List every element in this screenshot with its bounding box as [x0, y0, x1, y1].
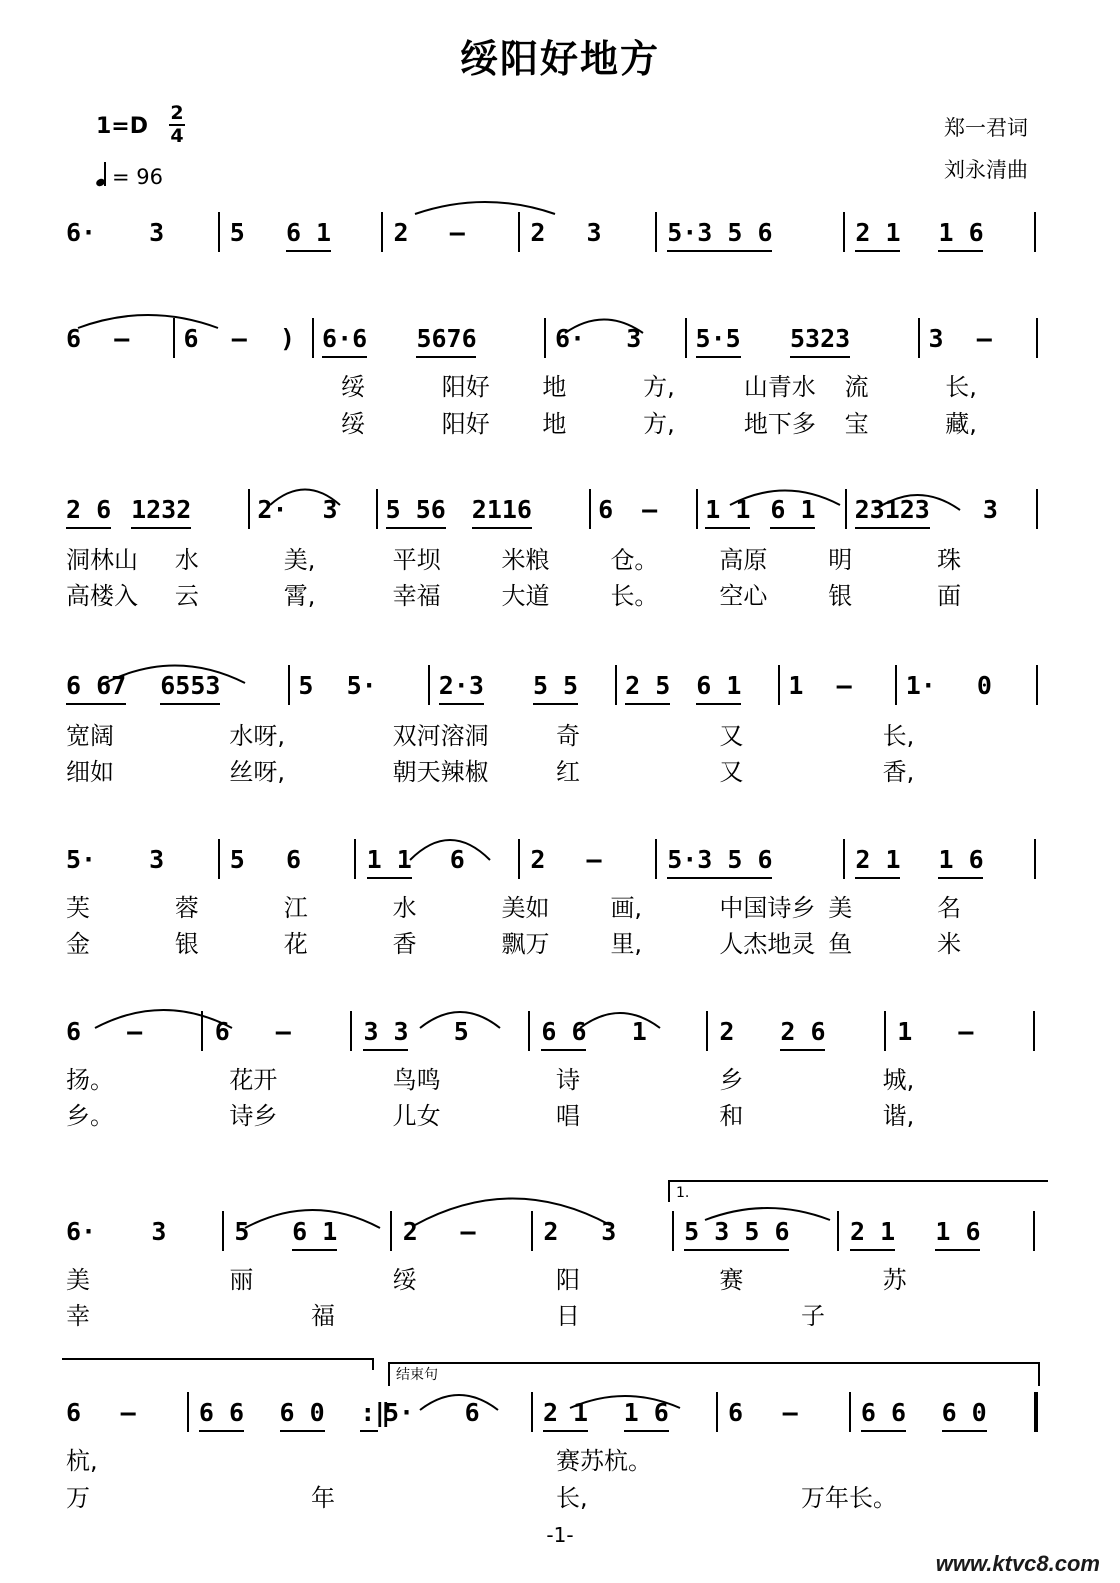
- lyric-word: 香: [392, 930, 417, 958]
- lyric-word: 人杰地灵: [719, 930, 816, 958]
- note-group: 5·5: [695, 324, 741, 353]
- lyric-word: 子: [801, 1302, 825, 1330]
- note-group: ): [280, 324, 296, 353]
- note-group: 6: [66, 1398, 82, 1427]
- page-number: -1-: [546, 1523, 574, 1547]
- slur-arc: [580, 1013, 660, 1028]
- lyric-word: 万年长。: [801, 1484, 897, 1512]
- note-group: 6: [598, 495, 614, 524]
- note-group: 2 1: [855, 218, 901, 247]
- repeat-barline: :‖: [360, 1398, 391, 1427]
- note-group: –: [586, 845, 602, 874]
- note-group: –: [976, 324, 992, 353]
- note-group: 3: [322, 495, 338, 524]
- note-group: –: [460, 1217, 476, 1246]
- time-signature-top: 2: [170, 102, 184, 124]
- note-group: –: [958, 1017, 974, 1046]
- lyric-word: 绥: [392, 1266, 417, 1294]
- lyric-word: 细如: [66, 758, 114, 786]
- lyric-word: 儿女: [392, 1102, 441, 1130]
- note-group: 6: [66, 324, 82, 353]
- composer-credit: 刘永清曲: [944, 158, 1028, 182]
- lyricist-credit: 郑一君词: [944, 116, 1028, 140]
- lyric-word: 空心: [719, 582, 768, 610]
- slur-arc: [245, 1210, 380, 1228]
- note-group: 5: [234, 1217, 250, 1246]
- slur-arc: [565, 320, 643, 334]
- lyric-word: 美如: [501, 894, 550, 922]
- note-group: –: [275, 1017, 291, 1046]
- note-group: –: [120, 1398, 136, 1427]
- lyric-word: 和: [719, 1102, 744, 1130]
- note-group: 6 1: [770, 495, 816, 524]
- note-group: 5·: [383, 1398, 415, 1427]
- note-group: 2·3: [438, 671, 484, 700]
- note-group: 5 56: [385, 495, 446, 524]
- lyric-word: 蓉: [174, 894, 199, 922]
- lyric-word: 阳: [556, 1266, 580, 1294]
- slur-arc: [730, 491, 840, 506]
- lyric-word: 芙: [66, 894, 90, 922]
- note-group: 2: [543, 1217, 559, 1246]
- note-group: 3: [928, 324, 944, 353]
- note-group: 6 6: [860, 1398, 907, 1427]
- note-group: 2: [530, 218, 546, 247]
- note-group: 3: [601, 1217, 617, 1246]
- lyric-word: 鱼: [828, 930, 853, 958]
- note-group: 1: [788, 671, 804, 700]
- note-group: 3: [149, 845, 165, 874]
- note-group: 3: [586, 218, 602, 247]
- lyric-word: 面: [937, 582, 962, 610]
- note-group: 3: [982, 495, 998, 524]
- note-group: 6·: [66, 218, 97, 247]
- note-group: 2: [402, 1217, 418, 1246]
- note-group: 3: [626, 324, 642, 353]
- watermark: www.ktvc8.com: [935, 1551, 1100, 1576]
- lyric-word: 花: [283, 930, 308, 958]
- lyric-word: 长,: [556, 1484, 588, 1512]
- note-group: 1 6: [623, 1398, 669, 1427]
- lyric-word: 宽阔: [66, 722, 114, 750]
- note-group: 2 1: [855, 845, 901, 874]
- note-group: 6553: [160, 671, 221, 700]
- lyric-word: 唱: [556, 1102, 580, 1130]
- note-group: 1 1: [705, 495, 751, 524]
- slur-arc: [78, 315, 218, 328]
- note-group: 6 0: [941, 1398, 987, 1427]
- note-group: –: [231, 324, 247, 353]
- lyric-word: 万: [66, 1484, 90, 1512]
- note-group: 1: [631, 1017, 647, 1046]
- tempo-value: = 96: [112, 165, 163, 189]
- note-group: 5 3 5 6: [684, 1217, 790, 1246]
- note-group: 1: [897, 1017, 913, 1046]
- note-group: 6: [66, 1017, 82, 1046]
- note-group: 5676: [416, 324, 477, 353]
- ending-label: 结束句: [396, 1367, 438, 1383]
- note-group: 2: [393, 218, 409, 247]
- lyric-word: 地: [542, 373, 567, 401]
- lyric-word: 高楼入: [66, 582, 138, 610]
- lyric-word: 长,: [945, 373, 977, 401]
- slur-arc: [570, 1396, 680, 1408]
- note-group: 6·: [66, 1217, 97, 1246]
- lyric-word: 水: [174, 546, 199, 574]
- note-group: 6: [183, 324, 199, 353]
- lyric-word: 银: [828, 582, 853, 610]
- note-group: 6 1: [285, 218, 332, 247]
- note-group: 23123: [854, 495, 930, 524]
- note-group: 2 1: [542, 1398, 589, 1427]
- lyric-word: 珠: [937, 546, 962, 574]
- note-group: 6 1: [696, 671, 742, 700]
- lyric-word: 飘万: [501, 930, 550, 958]
- note-group: 6 67: [66, 671, 127, 700]
- lyric-word: 水呀,: [229, 722, 285, 750]
- note-group: 5: [298, 671, 314, 700]
- note-group: 3: [149, 218, 165, 247]
- lyric-word: 红: [556, 758, 580, 786]
- key-signature: 1=D: [96, 114, 149, 139]
- lyric-word: 又: [719, 758, 744, 786]
- lyric-word: 乡: [719, 1066, 744, 1094]
- note-group: 2 6: [66, 495, 112, 524]
- page-title: 绥阳好地方: [459, 37, 660, 81]
- note-group: –: [642, 495, 658, 524]
- slur-arc: [875, 495, 960, 510]
- volta-label: 1.: [676, 1185, 690, 1201]
- note-group: 2·: [257, 495, 288, 524]
- lyric-word: 霄,: [283, 582, 316, 610]
- note-group: –: [114, 324, 130, 353]
- note-group: 6 0: [279, 1398, 325, 1427]
- note-group: 2: [719, 1017, 735, 1046]
- lyric-word: 城,: [882, 1066, 915, 1094]
- lyric-word: 美: [828, 894, 853, 922]
- note-group: 2 6: [780, 1017, 826, 1046]
- lyric-word: 福: [311, 1302, 335, 1330]
- lyric-word: 明: [828, 546, 853, 574]
- lyric-word: 云: [174, 582, 199, 610]
- lyric-word: 乡。: [66, 1102, 114, 1130]
- slur-arc: [270, 490, 340, 506]
- lyric-word: 扬。: [66, 1066, 114, 1094]
- lyric-word: 方,: [643, 373, 675, 401]
- note-group: 5: [229, 218, 245, 247]
- lyric-word: 阳好: [441, 373, 490, 401]
- slur-arc: [705, 1208, 830, 1220]
- note-group: 1 6: [938, 845, 984, 874]
- lyric-word: 丽: [229, 1266, 254, 1294]
- lyric-word: 花开: [229, 1066, 278, 1094]
- note-group: 6: [449, 845, 465, 874]
- lyric-word: 奇: [556, 722, 580, 750]
- lyric-word: 流: [844, 373, 869, 401]
- lyric-word: 地: [542, 410, 567, 438]
- lyric-word: 幸福: [392, 582, 441, 610]
- lyric-word: 日: [556, 1302, 580, 1330]
- lyric-word: 绥: [341, 410, 365, 438]
- lyric-word: 水: [392, 894, 417, 922]
- lyric-word: 鸟鸣: [392, 1066, 441, 1094]
- note-group: 1·: [905, 671, 936, 700]
- lyric-word: 方,: [643, 410, 675, 438]
- slur-arc: [420, 1395, 498, 1410]
- note-group: 2: [530, 845, 546, 874]
- note-group: 1 6: [935, 1217, 981, 1246]
- lyric-word: 绥: [341, 373, 365, 401]
- note-group: 5: [453, 1017, 469, 1046]
- note-group: 0: [976, 671, 992, 700]
- slur-arc: [95, 1010, 232, 1028]
- time-signature-bottom: 4: [170, 125, 184, 147]
- note-group: 6·6: [322, 324, 368, 353]
- note-group: 2 5: [625, 671, 671, 700]
- lyric-word: 平坝: [392, 546, 441, 574]
- note-group: –: [782, 1398, 798, 1427]
- note-group: 6: [285, 845, 301, 874]
- lyric-word: 中国诗乡: [719, 894, 816, 922]
- note-group: –: [449, 218, 465, 247]
- note-group: 1 6: [938, 218, 984, 247]
- lyric-word: 山青水: [743, 373, 816, 401]
- lyric-word: 阳好: [441, 410, 490, 438]
- lyric-word: 高原: [719, 546, 768, 574]
- slur-arc: [410, 840, 490, 860]
- lyric-word: 谐,: [882, 1102, 915, 1130]
- note-group: 6: [464, 1398, 480, 1427]
- note-group: 5: [229, 845, 245, 874]
- lyric-word: 洞林山: [66, 546, 138, 574]
- note-group: 6·: [554, 324, 586, 353]
- lyric-word: 藏,: [945, 410, 977, 438]
- lyric-word: 赛苏杭。: [556, 1447, 652, 1475]
- note-group: 2 1: [850, 1217, 896, 1246]
- lyric-word: 苏: [882, 1266, 907, 1294]
- lyric-word: 赛: [719, 1266, 744, 1294]
- note-group: 6 1: [292, 1217, 338, 1246]
- lyric-word: 年: [311, 1484, 335, 1512]
- lyric-word: 幸: [66, 1302, 90, 1330]
- lyric-word: 名: [937, 894, 962, 922]
- lyric-word: 杭,: [66, 1447, 98, 1475]
- note-group: –: [836, 671, 852, 700]
- note-group: 5323: [789, 324, 851, 353]
- lyric-word: 朝天辣椒: [392, 758, 489, 786]
- lyric-word: 米: [937, 930, 962, 958]
- lyric-word: 诗乡: [229, 1102, 278, 1130]
- lyric-word: 香,: [882, 758, 915, 786]
- note-group: 6 6: [198, 1398, 245, 1427]
- note-group: 2116: [471, 495, 532, 524]
- note-group: 3: [151, 1217, 167, 1246]
- note-group: 1 1: [366, 845, 412, 874]
- lyric-word: 美: [66, 1266, 90, 1294]
- note-group: 1232: [131, 495, 192, 524]
- lyric-word: 里,: [610, 930, 643, 958]
- lyric-word: 仓。: [610, 546, 659, 574]
- note-group: 3 3: [363, 1017, 409, 1046]
- slur-arc: [420, 1012, 500, 1028]
- lyric-word: 丝呀,: [229, 758, 285, 786]
- note-group: 5·: [66, 845, 97, 874]
- lyric-word: 宝: [844, 410, 869, 438]
- note-group: 5·3 5 6: [667, 218, 773, 247]
- note-group: 5·: [346, 671, 377, 700]
- lyric-word: 美,: [283, 546, 316, 574]
- note-group: –: [127, 1017, 143, 1046]
- lyric-word: 大道: [501, 582, 550, 610]
- lyric-word: 双河溶洞: [392, 722, 489, 750]
- lyric-word: 米粮: [501, 546, 550, 574]
- lyric-word: 又: [719, 722, 744, 750]
- note-group: 6: [728, 1398, 744, 1427]
- lyric-word: 地下多: [743, 410, 816, 438]
- lyric-word: 长,: [882, 722, 915, 750]
- note-group: 5 5: [532, 671, 579, 700]
- lyric-word: 金: [66, 930, 90, 958]
- slur-arc: [415, 202, 555, 214]
- lyric-word: 银: [174, 930, 199, 958]
- lyric-word: 江: [283, 894, 308, 922]
- note-group: 6 6: [541, 1017, 587, 1046]
- lyric-word: 画,: [610, 894, 643, 922]
- lyric-word: 长。: [610, 582, 659, 610]
- slur-arc: [415, 1199, 610, 1226]
- note-group: 5·3 5 6: [667, 845, 773, 874]
- note-group: 6: [214, 1017, 230, 1046]
- slur-arc: [105, 666, 245, 684]
- lyric-word: 诗: [556, 1066, 580, 1094]
